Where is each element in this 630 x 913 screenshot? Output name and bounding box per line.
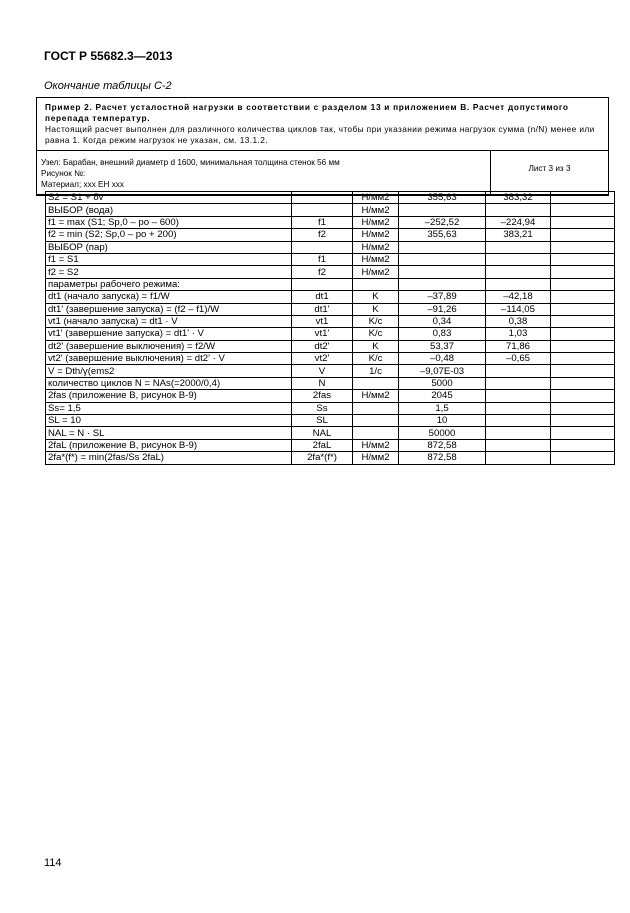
empty-cell [551, 452, 615, 464]
param-unit: Н/мм2 [353, 452, 399, 464]
param-unit [353, 377, 399, 389]
table-row [46, 390, 615, 402]
table-row [46, 229, 615, 241]
param-symbol [292, 204, 353, 216]
value-2: –114,05 [486, 303, 551, 315]
param-symbol: vt2' [292, 353, 353, 365]
empty-cell [551, 377, 615, 389]
param-unit [353, 278, 399, 290]
empty-cell [551, 340, 615, 352]
example-text: Настоящий расчет выполнен для различного количества циклов так, чтобы при указании режима нагрузок сумма (n/N) менее или равна 1. Когда режим нагрузок не указан, см. 13.1.2. [45, 124, 595, 145]
table-row [46, 340, 615, 352]
value-2 [486, 377, 551, 389]
param-name: vt2' (завершение выключения) = dt2' · V [46, 353, 292, 365]
value-1: 1,5 [399, 402, 486, 414]
table-row [46, 365, 615, 377]
param-name: NAL = N · SL [46, 427, 292, 439]
table-row [46, 266, 615, 278]
param-unit [353, 402, 399, 414]
empty-cell [551, 365, 615, 377]
document-code: ГОСТ Р 55682.3—2013 [44, 49, 173, 63]
param-symbol: 2fa*(f*) [292, 452, 353, 464]
value-2: 383,32 [486, 192, 551, 204]
example-frame [36, 97, 609, 196]
param-unit: 1/c [353, 365, 399, 377]
param-unit: Н/мм2 [353, 390, 399, 402]
param-name: dt1' (завершение запуска) = (f2 – f1)/W [46, 303, 292, 315]
param-unit: Н/мм2 [353, 253, 399, 265]
empty-cell [551, 427, 615, 439]
table-row [46, 204, 615, 216]
value-1: –252,52 [399, 216, 486, 228]
value-1: –91,26 [399, 303, 486, 315]
param-symbol: 2faL [292, 439, 353, 451]
param-name: Ss= 1,5 [46, 402, 292, 414]
value-1: 872,58 [399, 452, 486, 464]
value-2: –0,65 [486, 353, 551, 365]
param-name: параметры рабочего режима: [46, 278, 292, 290]
param-name: dt2' (завершение выключения) = f2/W [46, 340, 292, 352]
value-2 [486, 204, 551, 216]
value-2: 383,21 [486, 229, 551, 241]
param-symbol: f1 [292, 253, 353, 265]
empty-cell [551, 241, 615, 253]
node-line: Узел: Барабан, внешний диаметр d 1600, минимальная толщина стенок 56 мм [41, 158, 340, 167]
table-row [46, 427, 615, 439]
param-symbol: vt1 [292, 315, 353, 327]
param-symbol: Ss [292, 402, 353, 414]
value-2: –42,18 [486, 291, 551, 303]
value-1: 872,58 [399, 439, 486, 451]
param-symbol: N [292, 377, 353, 389]
table-row [46, 241, 615, 253]
param-symbol [292, 278, 353, 290]
param-symbol: 2fas [292, 390, 353, 402]
param-name: ВЫБОР (вода) [46, 204, 292, 216]
value-1: 355,63 [399, 192, 486, 204]
empty-cell [551, 266, 615, 278]
param-symbol: dt2' [292, 340, 353, 352]
value-2 [486, 427, 551, 439]
value-1: 355,63 [399, 229, 486, 241]
param-name: V = Dth/γ(ems2 [46, 365, 292, 377]
empty-cell [551, 204, 615, 216]
value-2 [486, 253, 551, 265]
param-name: vt1' (завершение запуска) = dt1' · V [46, 328, 292, 340]
empty-cell [551, 253, 615, 265]
param-name: vt1 (начало запуска) = dt1 · V [46, 315, 292, 327]
param-name: f2 = S2 [46, 266, 292, 278]
param-unit [353, 415, 399, 427]
empty-cell [551, 216, 615, 228]
value-2 [486, 402, 551, 414]
empty-cell [551, 229, 615, 241]
param-name: f2 = min (S2; Sp,0 – po + 200) [46, 229, 292, 241]
param-unit: K/c [353, 315, 399, 327]
param-symbol [292, 192, 353, 204]
empty-cell [551, 415, 615, 427]
value-2: 0,38 [486, 315, 551, 327]
param-unit: Н/мм2 [353, 216, 399, 228]
param-unit: K [353, 303, 399, 315]
drawing-line: Рисунок №: [41, 169, 86, 178]
table-row [46, 291, 615, 303]
material-line: Материал; xxx EH xxx [41, 180, 124, 189]
empty-cell [551, 390, 615, 402]
value-2 [486, 278, 551, 290]
table-caption: Окончание таблицы С-2 [44, 80, 172, 92]
example-block [37, 98, 608, 151]
param-symbol [292, 241, 353, 253]
value-2: 1,03 [486, 328, 551, 340]
param-name: 2fas (приложение B, рисунок B-9) [46, 390, 292, 402]
param-name: 2faL (приложение B, рисунок B-9) [46, 439, 292, 451]
value-1: 5000 [399, 377, 486, 389]
value-1: 50000 [399, 427, 486, 439]
value-1: 53,37 [399, 340, 486, 352]
example-title: Пример 2. Расчет усталостной нагрузки в соответствии с разделом 13 и приложением В. Расчет допустимого перепада температур. [45, 102, 569, 123]
table-row [46, 253, 615, 265]
param-unit: K [353, 291, 399, 303]
param-unit: K/c [353, 353, 399, 365]
table-row [46, 328, 615, 340]
table-row [46, 216, 615, 228]
param-name: 2fa*(f*) = min(2fas/Ss 2faL) [46, 452, 292, 464]
empty-cell [551, 402, 615, 414]
value-2 [486, 241, 551, 253]
param-unit: Н/мм2 [353, 192, 399, 204]
value-1: –0,48 [399, 353, 486, 365]
param-unit: Н/мм2 [353, 266, 399, 278]
table-row [46, 315, 615, 327]
sheet-label: Лист 3 из 3 [528, 164, 571, 173]
param-name: f1 = S1 [46, 253, 292, 265]
info-left [37, 151, 491, 194]
value-1: 2045 [399, 390, 486, 402]
empty-cell [551, 353, 615, 365]
calc-table-body [46, 192, 615, 465]
param-symbol: V [292, 365, 353, 377]
value-1: –9,07E-03 [399, 365, 486, 377]
param-unit: Н/мм2 [353, 439, 399, 451]
page-number: 114 [44, 857, 62, 869]
param-unit: Н/мм2 [353, 229, 399, 241]
table-row [46, 353, 615, 365]
table-row [46, 402, 615, 414]
table-row [46, 439, 615, 451]
value-1: 10 [399, 415, 486, 427]
empty-cell [551, 303, 615, 315]
empty-cell [551, 315, 615, 327]
param-symbol: SL [292, 415, 353, 427]
info-block [37, 151, 608, 195]
value-2 [486, 452, 551, 464]
param-name: f1 = max (S1; Sp,0 – po – 600) [46, 216, 292, 228]
empty-cell [551, 291, 615, 303]
param-symbol: f1 [292, 216, 353, 228]
empty-cell [551, 439, 615, 451]
value-1 [399, 278, 486, 290]
empty-cell [551, 278, 615, 290]
calc-table [45, 191, 615, 465]
param-symbol: NAL [292, 427, 353, 439]
empty-cell [551, 192, 615, 204]
value-1: 0,34 [399, 315, 486, 327]
param-unit: K [353, 340, 399, 352]
value-2 [486, 390, 551, 402]
empty-cell [551, 328, 615, 340]
param-name: S2 = S1 + δv [46, 192, 292, 204]
param-symbol: vt1' [292, 328, 353, 340]
value-1 [399, 266, 486, 278]
value-1 [399, 241, 486, 253]
value-1: 0,83 [399, 328, 486, 340]
value-2 [486, 415, 551, 427]
param-unit: Н/мм2 [353, 204, 399, 216]
param-name: ВЫБОР (пар) [46, 241, 292, 253]
param-unit: Н/мм2 [353, 241, 399, 253]
value-2 [486, 365, 551, 377]
param-name: SL = 10 [46, 415, 292, 427]
param-unit: K/c [353, 328, 399, 340]
table-row [46, 452, 615, 464]
table-row [46, 192, 615, 204]
param-symbol: f2 [292, 266, 353, 278]
value-1 [399, 204, 486, 216]
table-row [46, 377, 615, 389]
value-2 [486, 439, 551, 451]
table-row [46, 278, 615, 290]
value-2: 71,86 [486, 340, 551, 352]
table-row [46, 303, 615, 315]
param-symbol: dt1' [292, 303, 353, 315]
param-symbol: f2 [292, 229, 353, 241]
param-name: количество циклов N = NAs(=2000/0,4) [46, 377, 292, 389]
table-row [46, 415, 615, 427]
value-2 [486, 266, 551, 278]
param-symbol: dt1 [292, 291, 353, 303]
param-name: dt1 (начало запуска) = f1/W [46, 291, 292, 303]
value-1 [399, 253, 486, 265]
value-1: –37,89 [399, 291, 486, 303]
param-unit [353, 427, 399, 439]
value-2: –224,94 [486, 216, 551, 228]
